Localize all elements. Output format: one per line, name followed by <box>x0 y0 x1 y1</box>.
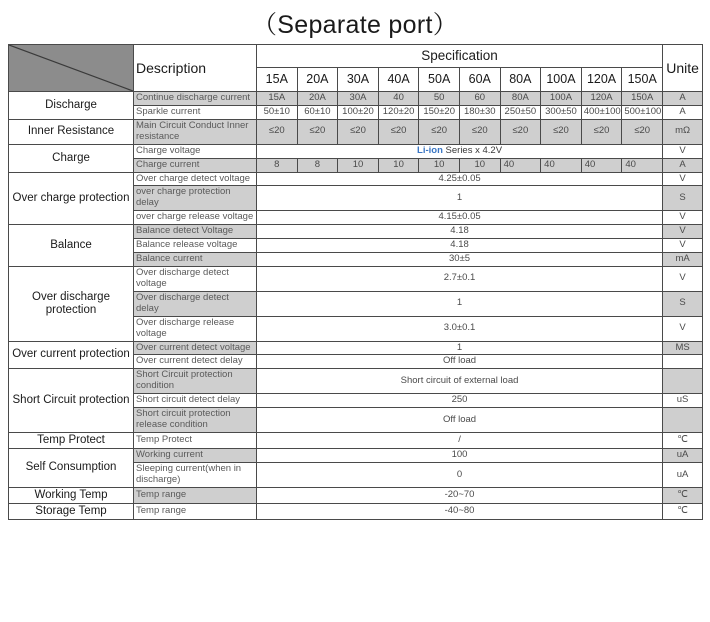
description-cell: over charge release voltage <box>134 211 257 225</box>
table-row <box>9 225 703 239</box>
description-cell: Over discharge release voltage <box>134 316 257 341</box>
description-cell: Balance current <box>134 253 257 267</box>
description-cell: Charge voltage <box>134 144 257 158</box>
value-cell: 20A <box>297 92 338 106</box>
category-cell: Discharge <box>9 92 134 120</box>
category-cell: Over charge protection <box>9 172 134 225</box>
value-cell: ≤20 <box>581 119 622 144</box>
category-cell: Storage Temp <box>9 504 134 520</box>
description-cell: Temp Protect <box>134 432 257 448</box>
header-row-top <box>9 45 703 68</box>
description-cell: over charge protection delay <box>134 186 257 211</box>
unit-cell: V <box>663 316 703 341</box>
value-cell: 30A <box>338 92 379 106</box>
header-amp-100a: 100A <box>541 68 582 92</box>
description-cell: Charge current <box>134 158 257 172</box>
chemistry-label: Li-ion <box>417 144 443 156</box>
value-cell-merged: 0 <box>257 463 663 488</box>
value-cell-merged: 4.15±0.05 <box>257 211 663 225</box>
unit-cell: uS <box>663 394 703 408</box>
table-body <box>9 92 703 520</box>
unit-cell: A <box>663 105 703 119</box>
value-cell: 300±50 <box>541 105 582 119</box>
header-amp-120a: 120A <box>581 68 622 92</box>
unit-cell: V <box>663 211 703 225</box>
unit-cell: V <box>663 172 703 186</box>
value-cell: 50 <box>419 92 460 106</box>
header-unite: Unite <box>663 45 703 92</box>
category-cell: Inner Resistance <box>9 119 134 144</box>
unit-cell: V <box>663 225 703 239</box>
value-cell: 10 <box>338 158 379 172</box>
value-cell-merged: / <box>257 432 663 448</box>
value-cell: ≤20 <box>459 119 500 144</box>
value-cell: 8 <box>257 158 298 172</box>
specification-table <box>8 44 703 520</box>
table-row <box>9 369 703 394</box>
value-cell: 40 <box>500 158 541 172</box>
value-cell: 120±20 <box>378 105 419 119</box>
value-cell: 250±50 <box>500 105 541 119</box>
value-cell: 40 <box>378 92 419 106</box>
value-cell: 10 <box>378 158 419 172</box>
unit-cell <box>663 369 703 394</box>
description-cell: Sparkle current <box>134 105 257 119</box>
value-cell-merged: 3.0±0.1 <box>257 316 663 341</box>
table-row <box>9 504 703 520</box>
description-cell: Balance release voltage <box>134 239 257 253</box>
unit-cell: V <box>663 144 703 158</box>
value-cell: ≤20 <box>297 119 338 144</box>
description-cell: Temp range <box>134 487 257 503</box>
value-cell-merged: 4.18 <box>257 225 663 239</box>
value-cell: 10 <box>419 158 460 172</box>
header-amp-60a: 60A <box>459 68 500 92</box>
category-cell: Self Consumption <box>9 449 134 488</box>
description-cell: Short circuit protection release condition <box>134 408 257 433</box>
header-amp-150a: 150A <box>622 68 663 92</box>
unit-cell: mΩ <box>663 119 703 144</box>
corner-diagonal-icon <box>9 45 134 92</box>
value-cell: ≤20 <box>500 119 541 144</box>
header-amp-80a: 80A <box>500 68 541 92</box>
description-cell: Short Circuit protection condition <box>134 369 257 394</box>
table-row <box>9 144 703 158</box>
value-cell-merged: 4.18 <box>257 239 663 253</box>
spec-table-container <box>0 44 710 520</box>
unit-cell: ℃ <box>663 432 703 448</box>
value-cell-merged: 1 <box>257 291 663 316</box>
header-amp-15a: 15A <box>257 68 298 92</box>
chemistry-detail: Series x 4.2V <box>442 144 503 156</box>
value-cell-merged: 1 <box>257 341 663 355</box>
value-cell-merged: Short circuit of external load <box>257 369 663 394</box>
unit-cell: MS <box>663 341 703 355</box>
header-amp-50a: 50A <box>419 68 460 92</box>
table-header <box>9 45 703 92</box>
unit-cell: uA <box>663 463 703 488</box>
category-cell: Temp Protect <box>9 432 134 448</box>
description-cell: Working current <box>134 449 257 463</box>
description-cell: Short circuit detect delay <box>134 394 257 408</box>
value-cell-merged: 100 <box>257 449 663 463</box>
value-cell: ≤20 <box>257 119 298 144</box>
value-cell: ≤20 <box>541 119 582 144</box>
unit-cell: S <box>663 186 703 211</box>
unit-cell <box>663 355 703 369</box>
description-cell: Temp range <box>134 504 257 520</box>
value-cell: 60 <box>459 92 500 106</box>
unit-cell: mA <box>663 253 703 267</box>
value-cell: 60±10 <box>297 105 338 119</box>
unit-cell <box>663 408 703 433</box>
value-cell-merged <box>257 144 663 158</box>
category-cell: Charge <box>9 144 134 172</box>
table-row <box>9 487 703 503</box>
description-cell: Sleeping current(when in discharge) <box>134 463 257 488</box>
description-cell: Continue discharge current <box>134 92 257 106</box>
header-amp-40a: 40A <box>378 68 419 92</box>
value-cell: ≤20 <box>338 119 379 144</box>
unit-cell: uA <box>663 449 703 463</box>
value-cell: 400±100 <box>581 105 622 119</box>
unit-cell: V <box>663 239 703 253</box>
value-cell: 8 <box>297 158 338 172</box>
value-cell: 40 <box>581 158 622 172</box>
table-row <box>9 92 703 106</box>
description-cell: Over discharge detect voltage <box>134 266 257 291</box>
category-cell: Over current protection <box>9 341 134 369</box>
header-specification: Specification <box>257 45 663 68</box>
description-cell: Over current detect voltage <box>134 341 257 355</box>
value-cell: 40 <box>541 158 582 172</box>
description-cell: Balance detect Voltage <box>134 225 257 239</box>
value-cell: 40 <box>622 158 663 172</box>
value-cell: 150A <box>622 92 663 106</box>
value-cell-merged: 4.25±0.05 <box>257 172 663 186</box>
value-cell-merged: Off load <box>257 355 663 369</box>
value-cell-merged: Off load <box>257 408 663 433</box>
unit-cell: S <box>663 291 703 316</box>
description-cell: Over charge detect voltage <box>134 172 257 186</box>
description-cell: Over discharge detect delay <box>134 291 257 316</box>
header-amp-20a: 20A <box>297 68 338 92</box>
unit-cell: A <box>663 92 703 106</box>
page-title: （Separate port） <box>252 11 458 39</box>
description-cell: Main Circuit Conduct Inner resistance <box>134 119 257 144</box>
value-cell: 150±20 <box>419 105 460 119</box>
description-cell: Over current detect delay <box>134 355 257 369</box>
table-row <box>9 449 703 463</box>
value-cell: ≤20 <box>622 119 663 144</box>
category-cell: Balance <box>9 225 134 267</box>
value-cell-merged: -40~80 <box>257 504 663 520</box>
value-cell: 100±20 <box>338 105 379 119</box>
value-cell: 100A <box>541 92 582 106</box>
value-cell: ≤20 <box>419 119 460 144</box>
value-cell: 80A <box>500 92 541 106</box>
header-amp-30a: 30A <box>338 68 379 92</box>
table-row <box>9 341 703 355</box>
value-cell-merged: 1 <box>257 186 663 211</box>
value-cell-merged: 2.7±0.1 <box>257 266 663 291</box>
table-row <box>9 432 703 448</box>
category-cell: Short Circuit protection <box>9 369 134 433</box>
table-row <box>9 266 703 291</box>
table-row <box>9 119 703 144</box>
category-cell: Working Temp <box>9 487 134 503</box>
value-cell-merged: -20~70 <box>257 487 663 503</box>
unit-cell: ℃ <box>663 504 703 520</box>
category-cell: Over discharge protection <box>9 266 134 341</box>
value-cell: 500±100 <box>622 105 663 119</box>
value-cell: 10 <box>459 158 500 172</box>
table-row <box>9 172 703 186</box>
value-cell: ≤20 <box>378 119 419 144</box>
value-cell: 180±30 <box>459 105 500 119</box>
unit-cell: V <box>663 266 703 291</box>
value-cell: 15A <box>257 92 298 106</box>
value-cell-merged: 250 <box>257 394 663 408</box>
unit-cell: ℃ <box>663 487 703 503</box>
value-cell-merged: 30±5 <box>257 253 663 267</box>
value-cell: 50±10 <box>257 105 298 119</box>
value-cell: 120A <box>581 92 622 106</box>
unit-cell: A <box>663 158 703 172</box>
header-description: Description <box>134 45 257 92</box>
